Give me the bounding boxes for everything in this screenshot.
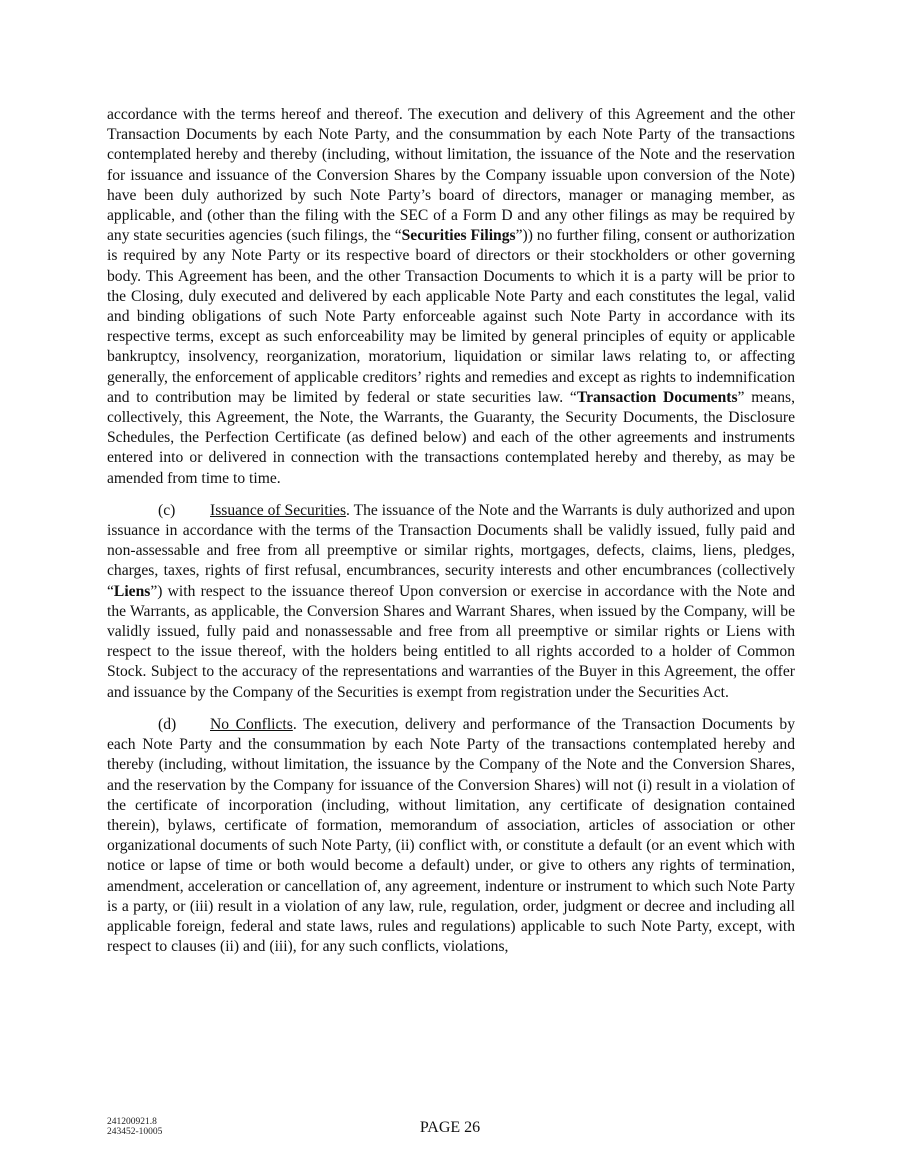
paragraph-authorization: accordance with the terms hereof and thereof. The execution and delivery of this Agreement and the other Transaction Documents by each Note Party, and the consummation by each Note Party of the transactions contemplated hereby and thereby (including, without limitation, the issuance of the Note and the reservation for issuance and issuance of the Conversion Shares by the Company issuable upon conversion of the Note) have been duly authorized by such Note Party’s board of directors, manager or managing member, as applicable, and (other than the filing with the SEC of a Form D and any other filings as may be required by any state securities agencies (such filings, the “Securities Filings”)) no further filing, consent or authorization is required by any Note Party or its respective board of directors or their stockholders or other governing body. This Agreement has been, and the other Transaction Documents to which it is a party will be prior to the Closing, duly executed and delivered by each applicable Note Party and each constitutes the legal, valid and binding obligations of such Note Party enforceable against such Note Party in accordance with its respective terms, except as such enforceability may be limited by general principles of equity or applicable bankruptcy, insolvency, reorganization, moratorium, liquidation or similar laws relating to, or affecting generally, the enforcement of applicable creditors’ rights and remedies and except as rights to indemnification and to contribution may be limited by federal or state securities law. “Transaction Documents” means, collectively, this Agreement, the Note, the Warrants, the Guaranty, the Security Documents, the Disclosure Schedules, the Perfection Certificate (as defined below) and each of the other agreements and instruments entered into or delivered in connection with the transactions contemplated hereby and thereby, as may be amended from time to time. [107,106,796,487]
section-heading-issuance: Issuance of Securities [210,501,347,519]
document-id-line-2: 243452-10005 [107,1127,163,1137]
paragraph-issuance-of-securities: (c) Issuance of Securities. The issuance of the Note and the Warrants is duly authorized and upon issuance in accordance with the terms of the Transaction Documents shall be validly issued, fully paid and non-assessable and free from all preemptive or similar rights, mortgages, defects, claims, liens, pledges, charges, taxes, rights of first refusal, encumbrances, security interests and other encumbrances (collectively “Liens”) with respect to the issuance thereof Upon conversion or exercise in accordance with the Note and the Warrants, as applicable, the Conversion Shares and Warrant Shares, when issued by the Company, will be validly issued, fully paid and nonassessable and free from all preemptive or similar rights or Liens with respect to the issue thereof, with the holders being entitled to all rights accorded to a holder of Common Stock. Subject to the accuracy of the representations and warranties of the Buyer in this Agreement, the offer and issuance by the Company of the Securities is exempt from registration under the Securities Act. [107,501,795,701]
defined-term-liens: Liens [113,582,151,600]
section-heading-no-conflicts: No Conflicts [210,715,293,733]
section-number-c: (c) [158,501,176,519]
document-id-line-1: 241200921.8 [107,1117,157,1127]
body-text [107,105,795,969]
page-number: PAGE 26 [419,1119,481,1136]
section-number-d: (d) [158,715,177,733]
defined-term-securities-filings: Securities Filings [401,227,516,245]
defined-term-transaction-documents: Transaction Documents [576,388,738,406]
paragraph-no-conflicts: (d) No Conflicts. The execution, delivery and performance of the Transaction Documents by each Note Party and the consummation by each Note Party of the transactions contemplated hereby and thereby (including, without limitation, the issuance by the Company of the Note and the Conversion Shares, and the reservation by the Company for issuance of the Conversion Shares) will not (i) result in a violation of the certificate of incorporation (including, without limitation, any certificate of designation contained therein), bylaws, certificate of formation, memorandum of association, articles of association or other organizational documents of such Note Party, (ii) conflict with, or constitute a default (or an event which with notice or lapse of time or both would become a default) under, or give to others any rights of termination, amendment, acceleration or cancellation of, any agreement, indenture or instrument to which such Note Party is a party, or (iii) result in a violation of any law, rule, regulation, order, judgment or decree and including all applicable foreign, federal and state laws, rules and regulations) applicable to such Note Party, except, with respect to clauses (ii) and (iii), for any such conflicts, violations, [107,715,796,956]
